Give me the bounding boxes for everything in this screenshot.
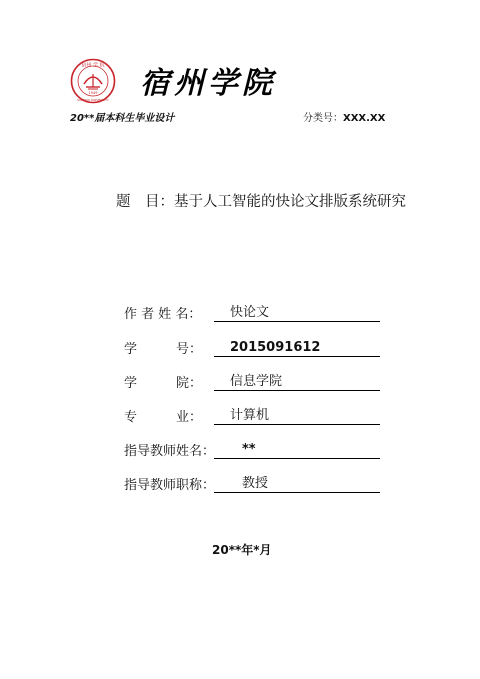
- thesis-title: [116, 190, 406, 211]
- classification-label: 分类号：: [303, 113, 343, 124]
- field-label: 指导教师职称：: [124, 478, 216, 493]
- field-value: 教授: [214, 476, 380, 493]
- field-value: **: [214, 442, 380, 459]
- field-value: 计算机: [214, 408, 380, 425]
- title-label: 题 目：: [116, 194, 174, 210]
- logo-year-text: 1949: [88, 91, 98, 95]
- field-label: 学 院：: [124, 376, 203, 391]
- field-student-id: [124, 337, 380, 357]
- field-college: [124, 371, 380, 391]
- field-major: [124, 405, 380, 425]
- field-label: 学 号：: [124, 342, 203, 357]
- university-logo: [70, 58, 116, 104]
- field-advisor-title: [124, 473, 380, 493]
- thesis-type: 20**届本科生毕业设计: [70, 113, 175, 124]
- field-label: 作 者 姓 名：: [124, 307, 202, 322]
- field-author-name: [124, 302, 380, 322]
- field-advisor-name: [124, 439, 380, 459]
- university-name: 宿州学院: [140, 66, 276, 101]
- submission-date: 20**年*月: [212, 543, 272, 557]
- field-label: 专 业：: [124, 410, 203, 425]
- field-value: 快论文: [214, 305, 380, 322]
- logo-bottom-text: SUZHOU UNIVERSITY: [77, 98, 109, 102]
- title-text: 基于人工智能的快论文排版系统研究: [174, 194, 406, 210]
- classification-value: XXX.XX: [343, 113, 386, 124]
- field-label: 指导教师姓名：: [124, 444, 216, 459]
- logo-top-text: 宿州 学 院: [81, 62, 105, 69]
- classification-number: [303, 109, 385, 124]
- field-value: 信息学院: [214, 374, 380, 391]
- field-value: 2015091612: [214, 340, 380, 357]
